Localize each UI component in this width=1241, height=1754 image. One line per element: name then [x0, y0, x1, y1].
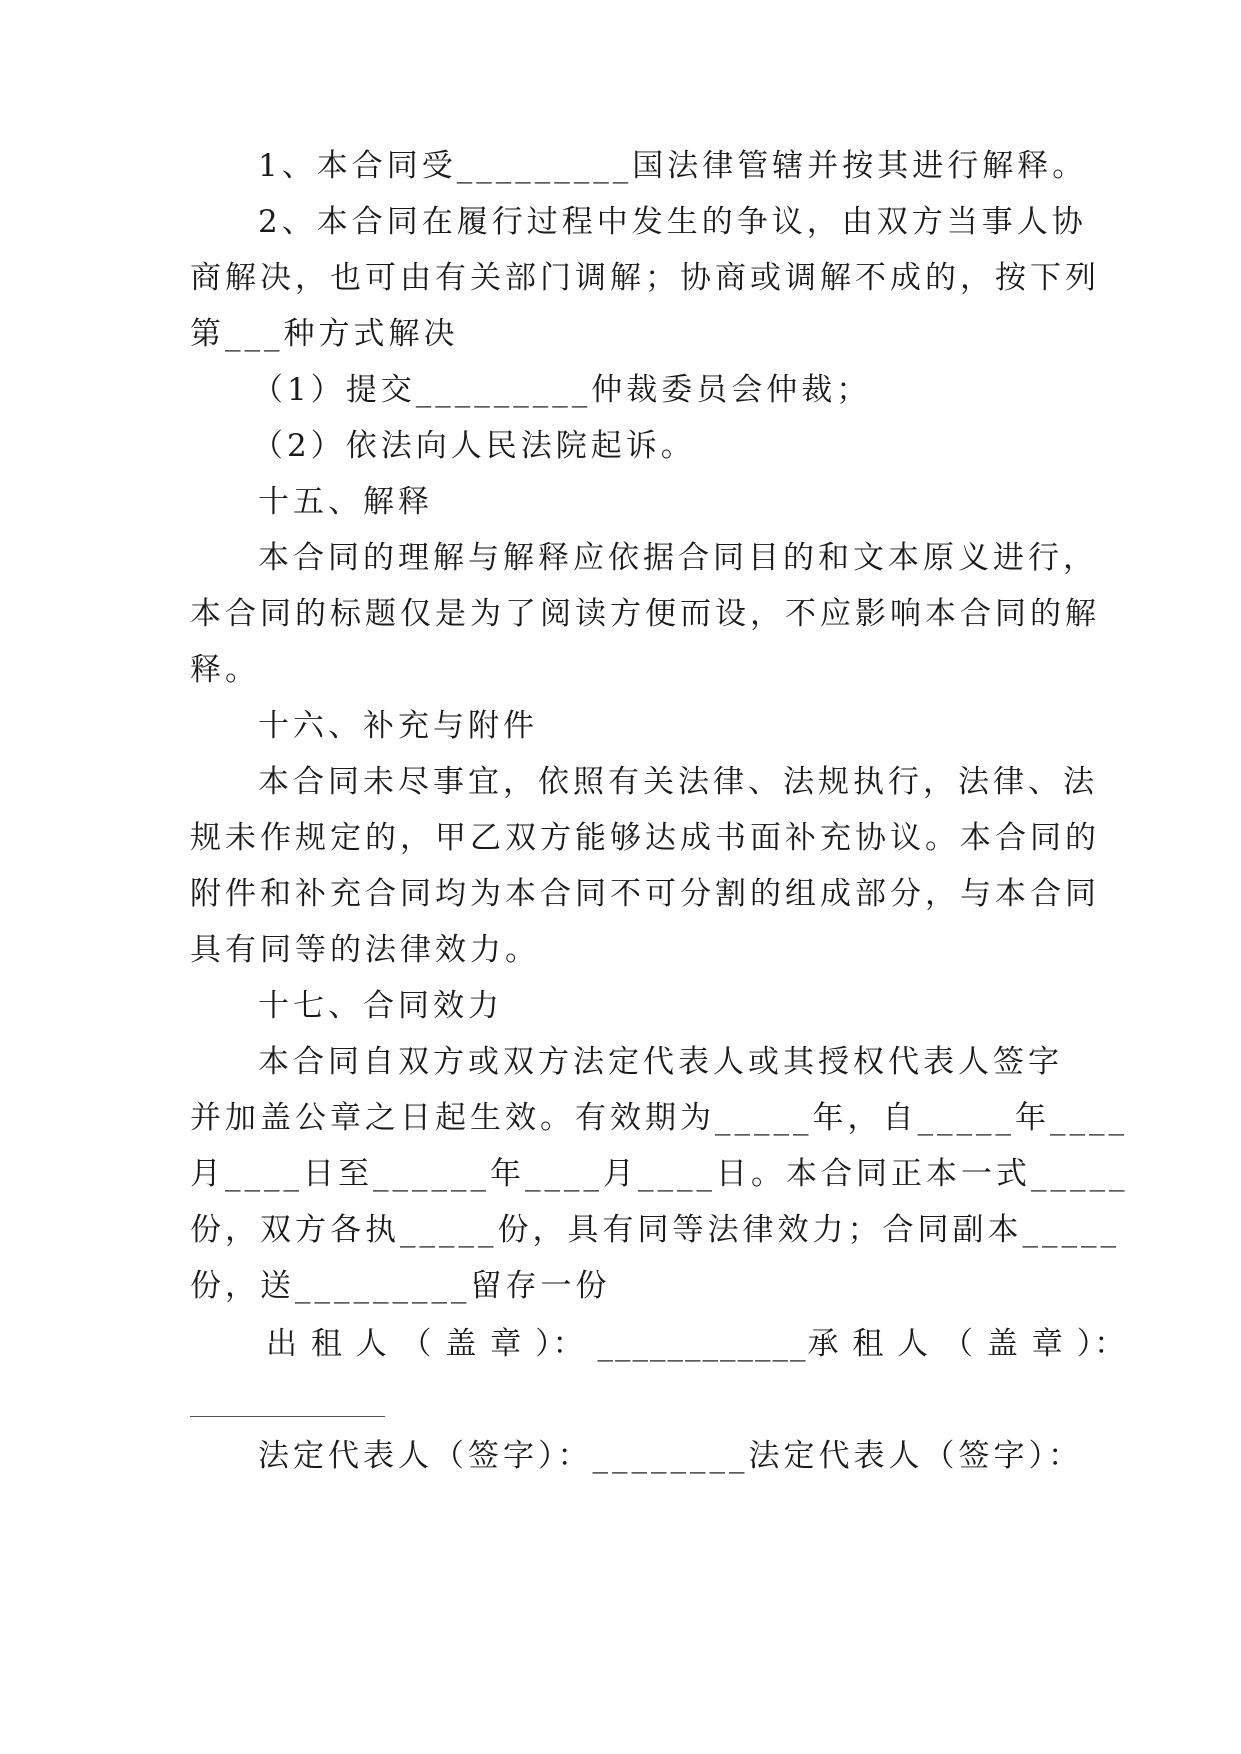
- effect-line-1: 本合同自双方或双方法定代表人或其授权代表人签字: [258, 1044, 1063, 1080]
- effect-line-5: 份，送_________留存一份: [190, 1268, 611, 1304]
- section-heading-interpretation: 十五、解释: [258, 484, 433, 520]
- option-arbitration: （1）提交_________仲裁委员会仲裁；: [252, 372, 872, 408]
- supplement-line-2: 规未作规定的，甲乙双方能够达成书面补充协议。本合同的: [190, 820, 1100, 856]
- supplement-line-4: 具有同等的法律效力。: [190, 932, 540, 968]
- interpretation-line-1: 本合同的理解与解释应依据合同目的和文本原义进行，: [258, 540, 1098, 576]
- effect-line-2: 并加盖公章之日起生效。有效期为_____年，自_____年____: [190, 1100, 1128, 1136]
- clause-dispute-line-3: 第___种方式解决: [190, 316, 459, 352]
- section-heading-supplement: 十六、补充与附件: [258, 708, 538, 744]
- interpretation-line-3: 释。: [190, 652, 260, 688]
- section-heading-effect: 十七、合同效力: [258, 988, 503, 1024]
- signature-blank-rule: [190, 1416, 385, 1417]
- supplement-line-3: 附件和补充合同均为本合同不可分割的组成部分，与本合同: [190, 876, 1100, 912]
- legal-representative-line: 法定代表人（签字）：________法定代表人（签字）：: [258, 1438, 1083, 1474]
- supplement-line-1: 本合同未尽事宜，依照有关法律、法规执行，法律、法: [258, 764, 1098, 800]
- clause-law-governing: 1、本合同受_________国法律管辖并按其进行解释。: [258, 148, 1088, 184]
- interpretation-line-2: 本合同的标题仅是为了阅读方便而设，不应影响本合同的解: [190, 596, 1100, 632]
- signature-seal-line: 出 租 人 （ 盖 章 ）： ____________承 租 人 （ 盖 章 ）：: [266, 1326, 1128, 1362]
- clause-dispute-line-1: 2、本合同在履行过程中发生的争议，由双方当事人协: [258, 204, 1087, 240]
- effect-line-4: 份，双方各执_____份，具有同等法律效力；合同副本_____: [190, 1212, 1120, 1248]
- option-court: （2）依法向人民法院起诉。: [252, 428, 696, 464]
- effect-line-3: 月____日至______年____月____日。本合同正本一式_____: [190, 1156, 1129, 1192]
- clause-dispute-line-2: 商解决，也可由有关部门调解；协商或调解不成的，按下列: [190, 260, 1100, 296]
